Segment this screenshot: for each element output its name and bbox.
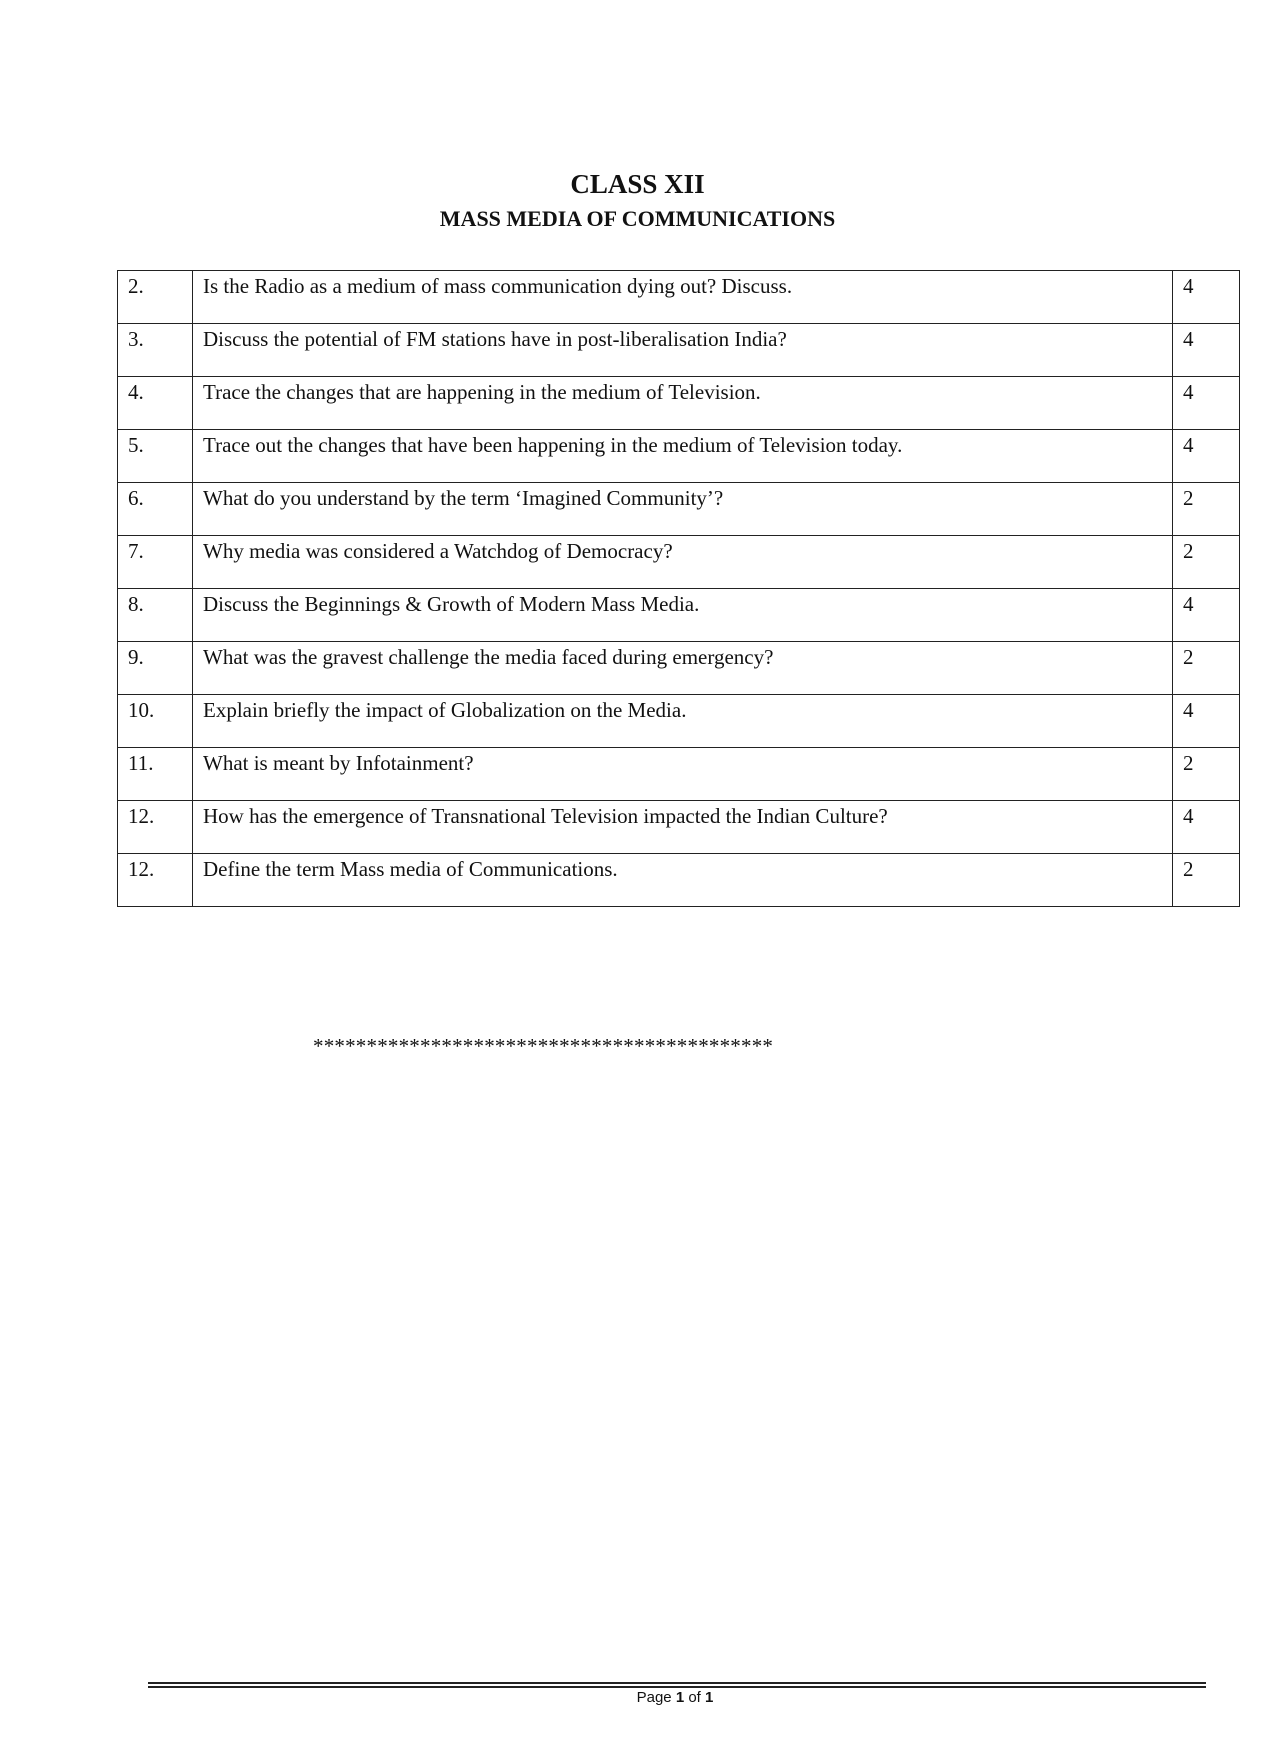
table-row bbox=[118, 430, 1240, 483]
page-subtitle: MASS MEDIA OF COMMUNICATIONS bbox=[439, 206, 836, 231]
questions-table bbox=[117, 270, 1240, 907]
question-marks: 4 bbox=[1173, 430, 1240, 483]
question-text: Discuss the Beginnings & Growth of Modern Mass Media. bbox=[193, 589, 1173, 642]
question-number: 10. bbox=[118, 695, 193, 748]
question-marks: 4 bbox=[1173, 324, 1240, 377]
question-text: What was the gravest challenge the media faced during emergency? bbox=[193, 642, 1173, 695]
table-row bbox=[118, 483, 1240, 536]
question-text: What is meant by Infotainment? bbox=[193, 748, 1173, 801]
question-number: 12. bbox=[118, 854, 193, 907]
question-number: 4. bbox=[118, 377, 193, 430]
table-row bbox=[118, 536, 1240, 589]
question-marks: 4 bbox=[1173, 377, 1240, 430]
question-number: 11. bbox=[118, 748, 193, 801]
question-text: Discuss the potential of FM stations have in post-liberalisation India? bbox=[193, 324, 1173, 377]
of-word: of bbox=[688, 1689, 701, 1706]
table-row bbox=[118, 377, 1240, 430]
table-row bbox=[118, 589, 1240, 642]
question-marks: 2 bbox=[1173, 642, 1240, 695]
question-number: 2. bbox=[118, 271, 193, 324]
question-text: Trace out the changes that have been happening in the medium of Television today. bbox=[193, 430, 1173, 483]
page-word: Page bbox=[636, 1689, 672, 1706]
question-text: What do you understand by the term ‘Imagined Community’? bbox=[193, 483, 1173, 536]
table-row bbox=[118, 324, 1240, 377]
question-text: Is the Radio as a medium of mass communication dying out? Discuss. bbox=[193, 271, 1173, 324]
table-row bbox=[118, 801, 1240, 854]
asterisk-separator: ******************************************* bbox=[313, 1034, 774, 1058]
question-text: How has the emergence of Transnational Television impacted the Indian Culture? bbox=[193, 801, 1173, 854]
question-marks: 4 bbox=[1173, 801, 1240, 854]
table-row bbox=[118, 748, 1240, 801]
question-number: 8. bbox=[118, 589, 193, 642]
total-pages-number: 1 bbox=[705, 1689, 714, 1706]
question-marks: 2 bbox=[1173, 854, 1240, 907]
question-marks: 2 bbox=[1173, 536, 1240, 589]
question-number: 9. bbox=[118, 642, 193, 695]
question-text: Explain briefly the impact of Globalization on the Media. bbox=[193, 695, 1173, 748]
question-marks: 4 bbox=[1173, 695, 1240, 748]
question-number: 12. bbox=[118, 801, 193, 854]
question-number: 6. bbox=[118, 483, 193, 536]
table-row bbox=[118, 854, 1240, 907]
question-text: Why media was considered a Watchdog of Democracy? bbox=[193, 536, 1173, 589]
table-row bbox=[118, 695, 1240, 748]
table-row bbox=[118, 642, 1240, 695]
question-marks: 4 bbox=[1173, 271, 1240, 324]
question-marks: 2 bbox=[1173, 748, 1240, 801]
question-number: 7. bbox=[118, 536, 193, 589]
question-text: Trace the changes that are happening in the medium of Television. bbox=[193, 377, 1173, 430]
question-number: 5. bbox=[118, 430, 193, 483]
question-text: Define the term Mass media of Communications. bbox=[193, 854, 1173, 907]
table-row bbox=[118, 271, 1240, 324]
page-title: CLASS XII bbox=[570, 169, 705, 199]
question-marks: 2 bbox=[1173, 483, 1240, 536]
question-number: 3. bbox=[118, 324, 193, 377]
current-page-number: 1 bbox=[675, 1689, 685, 1706]
question-marks: 4 bbox=[1173, 589, 1240, 642]
page-number-footer bbox=[0, 1688, 1275, 1708]
